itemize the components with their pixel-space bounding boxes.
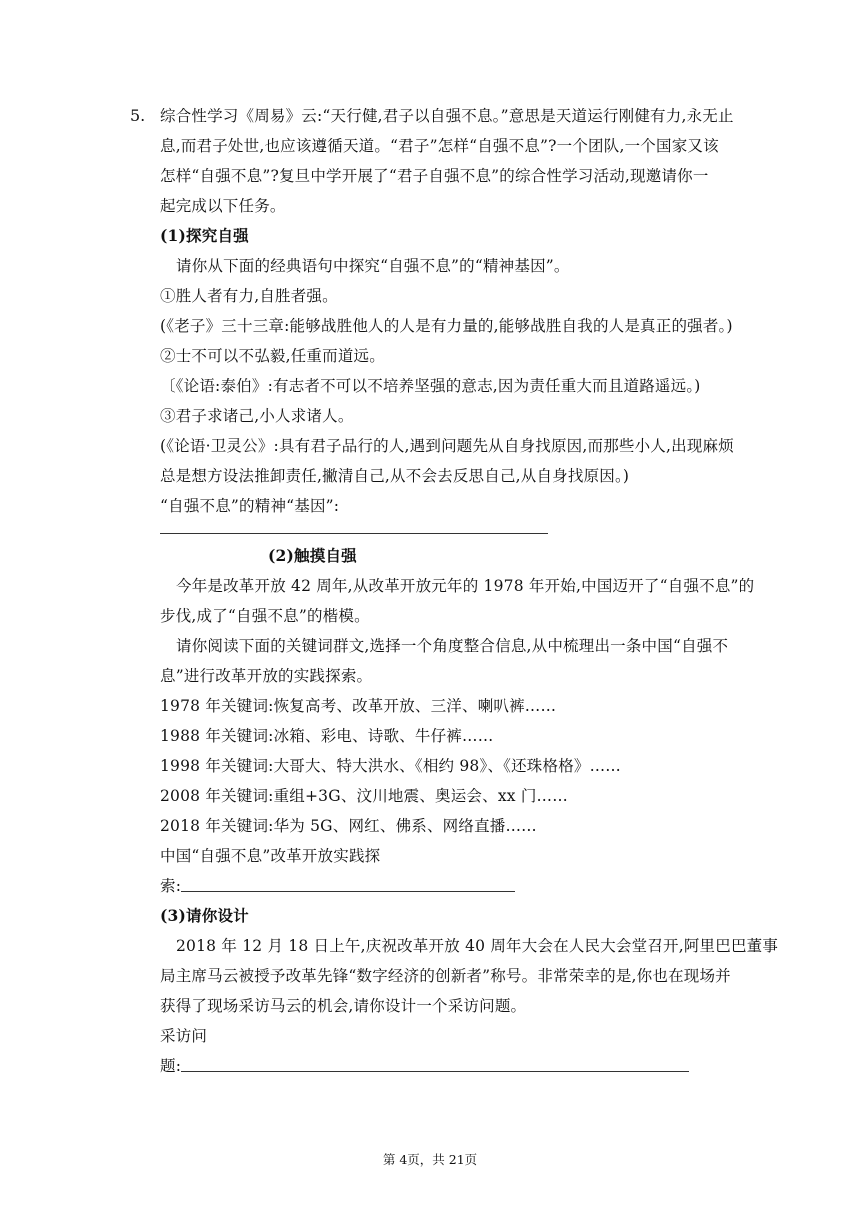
keyword-2008: 2008 年关键词:重组+3G、汶川地震、奥运会、xx 门……: [160, 787, 568, 805]
intro-line-2: 息,而君子处世,也应该遵循天道。“君子”怎样“自强不息”?一个团队,一个国家又该: [160, 137, 719, 155]
quote-3-explanation-1: (《论语·卫灵公》:具有君子品行的人,遇到问题先从自身找原因,而那些小人,出现麻烦: [160, 437, 734, 455]
part1-title: (1)探究自强: [160, 226, 249, 245]
part2-para1-line1: 今年是改革开放 42 周年,从改革开放元年的 1978 年开始,中国迈开了“自强不息”的: [176, 577, 755, 595]
intro-line-4: 起完成以下任务。: [160, 197, 286, 215]
quote-3-explanation-2: 总是想方设法推卸责任,撇清自己,从不会去反思自己,从自身找原因。): [160, 467, 630, 485]
part2-para2-line2: 息”进行改革开放的实践探索。: [160, 667, 373, 685]
quote-3: ③君子求诸己,小人求诸人。: [160, 407, 354, 425]
part1-answer-blank[interactable]: [160, 533, 548, 534]
part3-para-line1: 2018 年 12 月 18 日上午,庆祝改革开放 40 周年大会在人民大会堂召开,阿里巴巴董事: [176, 937, 779, 955]
question-number: 5.: [130, 106, 146, 125]
part3-para-line2: 局主席马云被授予改革先锋“数字经济的创新者”称号。非常荣幸的是,你也在现场并: [160, 967, 731, 985]
part2-para2-line1: 请你阅读下面的关键词群文,选择一个角度整合信息,从中梳理出一条中国“自强不: [176, 637, 729, 655]
quote-1: ①胜人者有力,自胜者强。: [160, 287, 338, 305]
intro-line-3: 怎样“自强不息”?复旦中学开展了“君子自强不息”的综合性学习活动,现邀请你一: [160, 167, 709, 185]
keyword-1988: 1988 年关键词:冰箱、彩电、诗歌、牛仔裤……: [160, 727, 494, 745]
quote-2-explanation: 〔《论语:泰伯》:有志者不可以不培养坚强的意志,因为责任重大而且道路遥远。): [160, 377, 701, 395]
part2-para1-line2: 步伐,成了“自强不息”的楷模。: [160, 607, 370, 625]
part1-answer-label: “自强不息”的精神“基因”:: [160, 497, 340, 515]
page-footer: 第 4页，共 21页: [382, 1152, 478, 1167]
keyword-1998: 1998 年关键词:大哥大、特大洪水、《相约 98》、《还珠格格》……: [160, 757, 621, 775]
part3-para-line3: 获得了现场采访马云的机会,请你设计一个采访问题。: [160, 997, 527, 1015]
quote-2: ②士不可以不弘毅,任重而道远。: [160, 347, 385, 365]
part2-answer-label-1: 中国“自强不息”改革开放实践探: [160, 847, 381, 865]
part3-answer-label-1: 采访问: [160, 1027, 208, 1045]
part2-title: (2)触摸自强: [268, 546, 357, 565]
quote-1-explanation: (《老子》三十三章:能够战胜他人的人是有力量的,能够战胜自我的人是真正的强者。): [160, 317, 733, 335]
keyword-2018: 2018 年关键词:华为 5G、网红、佛系、网络直播……: [160, 817, 537, 835]
keyword-1978: 1978 年关键词:恢复高考、改革开放、三洋、喇叭裤……: [160, 697, 557, 715]
intro-line-1: 综合性学习《周易》云:“天行健,君子以自强不息。”意思是天道运行刚健有力,永无止: [160, 107, 734, 125]
part1-instruction: 请你从下面的经典语句中探究“自强不息”的“精神基因”。: [176, 257, 570, 275]
part2-answer-blank[interactable]: [181, 891, 515, 892]
part2-answer-label-2: 索:: [160, 877, 182, 895]
part3-answer-label-2: 题:: [160, 1057, 182, 1075]
part3-answer-blank[interactable]: [181, 1071, 689, 1072]
part3-title: (3)请你设计: [160, 906, 249, 925]
